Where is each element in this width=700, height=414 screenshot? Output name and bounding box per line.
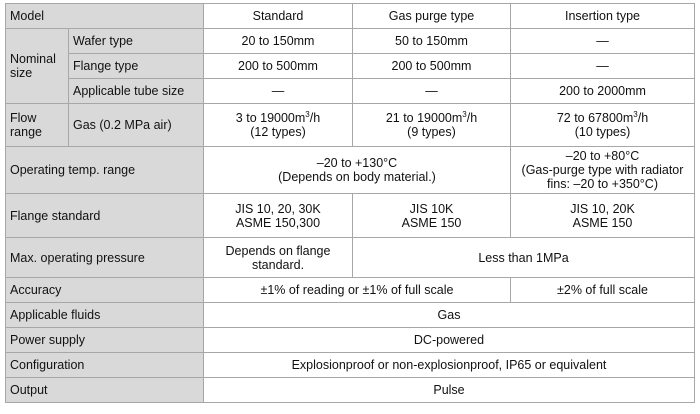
flange-insertion-value: — (511, 54, 695, 79)
tube-size-row (6, 79, 695, 104)
specification-table (5, 3, 695, 403)
operating-temp-row (6, 147, 695, 194)
tube-insertion-value: 200 to 2000mm (511, 79, 695, 104)
flange-standard-gas-purge-value: JIS 10K ASME 150 (353, 194, 511, 238)
flange-gas-purge-value: 200 to 500mm (353, 54, 511, 79)
gas-air-label: Gas (0.2 MPa air) (69, 104, 204, 147)
power-supply-value: DC-powered (204, 328, 695, 353)
accuracy-label: Accuracy (6, 278, 204, 303)
operating-temp-std-gas-value: –20 to +130°C (Depends on body material.) (204, 147, 511, 194)
tube-gas-purge-value: — (353, 79, 511, 104)
configuration-row (6, 353, 695, 378)
wafer-type-row (6, 29, 695, 54)
flow-insertion-value: 72 to $67800m^3/h$ (10 types) (511, 104, 695, 147)
applicable-fluids-row (6, 303, 695, 328)
tube-size-label: Applicable tube size (69, 79, 204, 104)
tube-standard-value: — (204, 79, 353, 104)
output-label: Output (6, 378, 204, 403)
applicable-fluids-label: Applicable fluids (6, 303, 204, 328)
wafer-gas-purge-value: 50 to 150mm (353, 29, 511, 54)
accuracy-std-gas-value: ±1% of reading or ±1% of full scale (204, 278, 511, 303)
insertion-column-header: Insertion type (511, 4, 695, 29)
model-header: Model (6, 4, 204, 29)
flange-standard-standard-value: JIS 10, 20, 30K ASME 150,300 (204, 194, 353, 238)
max-pressure-standard-value: Depends on flange standard. (204, 238, 353, 278)
standard-column-header: Standard (204, 4, 353, 29)
operating-temp-label: Operating temp. range (6, 147, 204, 194)
nominal-size-label: Nominal size (6, 29, 69, 104)
header-row (6, 4, 695, 29)
gas-purge-column-header: Gas purge type (353, 4, 511, 29)
flange-standard-value: 200 to 500mm (204, 54, 353, 79)
max-pressure-label: Max. operating pressure (6, 238, 204, 278)
flange-type-label: Flange type (69, 54, 204, 79)
wafer-type-label: Wafer type (69, 29, 204, 54)
accuracy-insertion-value: ±2% of full scale (511, 278, 695, 303)
wafer-standard-value: 20 to 150mm (204, 29, 353, 54)
applicable-fluids-value: Gas (204, 303, 695, 328)
wafer-insertion-value: — (511, 29, 695, 54)
power-supply-row (6, 328, 695, 353)
flow-standard-value: 3 to $19000m^3/h$ (12 types) (204, 104, 353, 147)
max-pressure-other-value: Less than 1MPa (353, 238, 695, 278)
flange-standard-label: Flange standard (6, 194, 204, 238)
spec-table-container (5, 3, 695, 403)
flow-range-label: Flow range (6, 104, 69, 147)
output-row (6, 378, 695, 403)
max-pressure-row (6, 238, 695, 278)
configuration-value: Explosionproof or non-explosionproof, IP65 or equivalent (204, 353, 695, 378)
flange-standard-insertion-value: JIS 10, 20K ASME 150 (511, 194, 695, 238)
accuracy-row (6, 278, 695, 303)
flange-type-row (6, 54, 695, 79)
operating-temp-insertion-value: –20 to +80°C (Gas-purge type with radiator fins: –20 to +350°C) (511, 147, 695, 194)
flange-standard-row (6, 194, 695, 238)
configuration-label: Configuration (6, 353, 204, 378)
output-value: Pulse (204, 378, 695, 403)
power-supply-label: Power supply (6, 328, 204, 353)
flow-gas-purge-value: 21 to $19000m^3/h$ (9 types) (353, 104, 511, 147)
flow-range-row (6, 104, 695, 147)
